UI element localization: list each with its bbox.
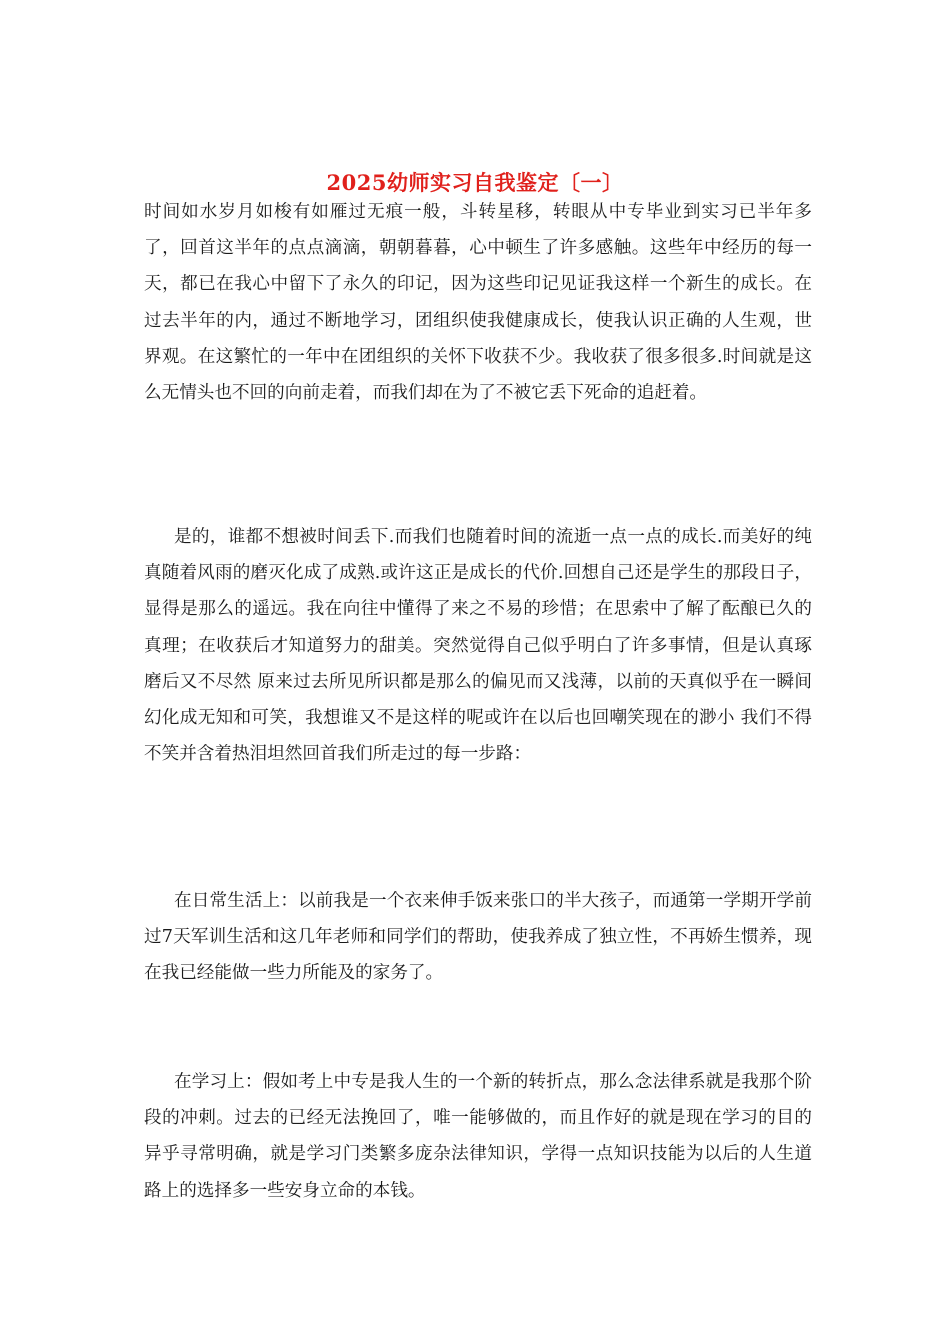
document-title: 2025幼师实习自我鉴定〔一〕 (326, 170, 624, 196)
paragraph-study: 在学习上：假如考上中专是我人生的一个新的转折点，那么念法律系就是我那个阶段的冲刺。过去的已经无法挽回了，唯一能够做的，而且作好的就是现在学习的目的异乎寻常明确，就是学习门类繁多庞杂法律知识，学得一点知识技能为以后的人生道路上的选择多一些安身立命的本钱。 (144, 1072, 812, 1201)
paragraph-intro: 时间如水岁月如梭有如雁过无痕一般，斗转星移，转眼从中专毕业到实习已半年多了，回首这半年的点点滴滴，朝朝暮暮，心中顿生了许多感触。这些年中经历的每一天，都已在我心中留下了永久的印记，因为这些印记见证我这样一个新生的成长。在过去半年的内，通过不断地学习，团组织使我健康成长，使我认识正确的人生观，世界观。在这繁忙的一年中在团组织的关怀下收获不少。我收获了很多很多.时间就是这么无情头也不回的向前走着，而我们却在为了不被它丢下死命的追赶着。 (144, 202, 812, 404)
paragraph-growth: 是的，谁都不想被时间丢下.而我们也随着时间的流逝一点一点的成长.而美好的纯真随着风雨的磨灭化成了成熟.或许这正是成长的代价.回想自己还是学生的那段日子，显得是那么的遥远。我在向往中懂得了来之不易的珍惜；在思索中了解了酝酿已久的真理；在收获后才知道努力的甜美。突然觉得自己似乎明白了许多事情，但是认真琢磨后又不尽然 原来过去所见所识都是那么的偏见而又浅薄，以前的天真似乎在一瞬间幻化成无知和可笑，我想谁又不是这样的呢或许在以后也回嘲笑现在的渺小 我们不得不笑并含着热泪坦然回首我们所走过的每一步路： (144, 527, 812, 765)
paragraph-daily-life: 在日常生活上：以前我是一个衣来伸手饭来张口的半大孩子，而通第一学期开学前过7天军训生活和这几年老师和同学们的帮助，使我养成了独立性，不再娇生惯养，现在我已经能做一些力所能及的家务了。 (144, 891, 812, 984)
